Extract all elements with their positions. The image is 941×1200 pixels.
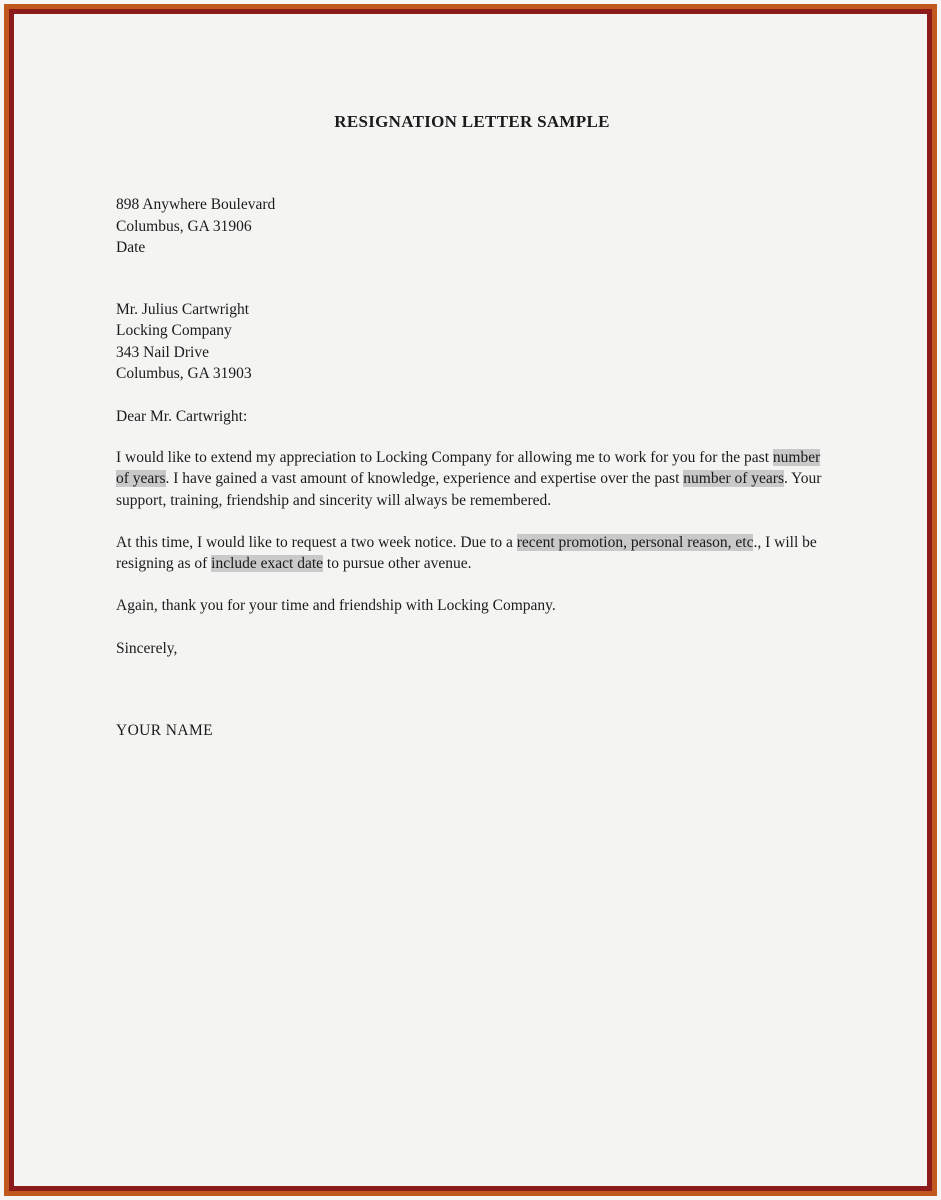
body-paragraph-2: [116, 532, 824, 575]
recipient-address-block: [116, 299, 824, 385]
spacer: [116, 427, 824, 447]
sender-address-line: 898 Anywhere Boulevard: [116, 196, 276, 213]
spacer: [116, 259, 824, 299]
frame-border-liner: [14, 14, 927, 1186]
frame-border-orange: [4, 4, 937, 1196]
paragraph-1-highlight-1: number of years: [116, 449, 821, 488]
signature-name: YOUR NAME: [116, 722, 214, 740]
body-paragraph-1: [116, 447, 824, 511]
recipient-city-line: Columbus, GA 31903: [116, 365, 252, 382]
spacer: [116, 574, 824, 595]
spacer: [116, 385, 824, 406]
paragraph-2-text-part-3: to pursue other avenue.: [323, 555, 472, 573]
document-title: RESIGNATION LETTER SAMPLE: [334, 112, 610, 131]
sender-address-line: Columbus, GA 31906: [116, 217, 252, 235]
recipient-name-line: Mr. Julius Cartwright: [116, 300, 250, 318]
paragraph-1-text-part-2: . I have gained a vast amount of knowledge, experience and expertise over the past: [165, 470, 684, 488]
letter-document: [116, 112, 824, 742]
paragraph-2-text-part-2: ., I will be resigning as of: [116, 533, 817, 573]
spacer: [116, 511, 824, 532]
closing-line: Sincerely,: [116, 639, 178, 657]
sender-address-block: [116, 194, 824, 259]
paragraph-1-highlight-2: number of years: [683, 470, 784, 488]
sender-date-line: Date: [116, 239, 146, 256]
frame-border-maroon: [9, 9, 932, 1191]
recipient-company-line: Locking Company: [116, 322, 232, 339]
paragraph-1-text-part-3: . Your support, training, friendship and sincerity will always be remembered.: [116, 470, 822, 509]
paragraph-1-text-part-1: I would like to extend my appreciation to Locking Company for allowing me to work for you for the past: [116, 449, 773, 466]
paragraph-2-text-part-1: At this time, I would like to request a two week notice. Due to a: [116, 533, 517, 551]
recipient-street-line: 343 Nail Drive: [116, 343, 209, 361]
salutation: Dear Mr. Cartwright:: [116, 407, 248, 425]
signature-space: [116, 659, 824, 720]
paragraph-2-highlight-2: include exact date: [211, 555, 324, 573]
paragraph-2-highlight-1: recent promotion, personal reason, etc: [516, 533, 754, 551]
spacer: [116, 617, 824, 638]
body-paragraph-3: Again, thank you for your time and friendship with Locking Company.: [116, 597, 556, 615]
